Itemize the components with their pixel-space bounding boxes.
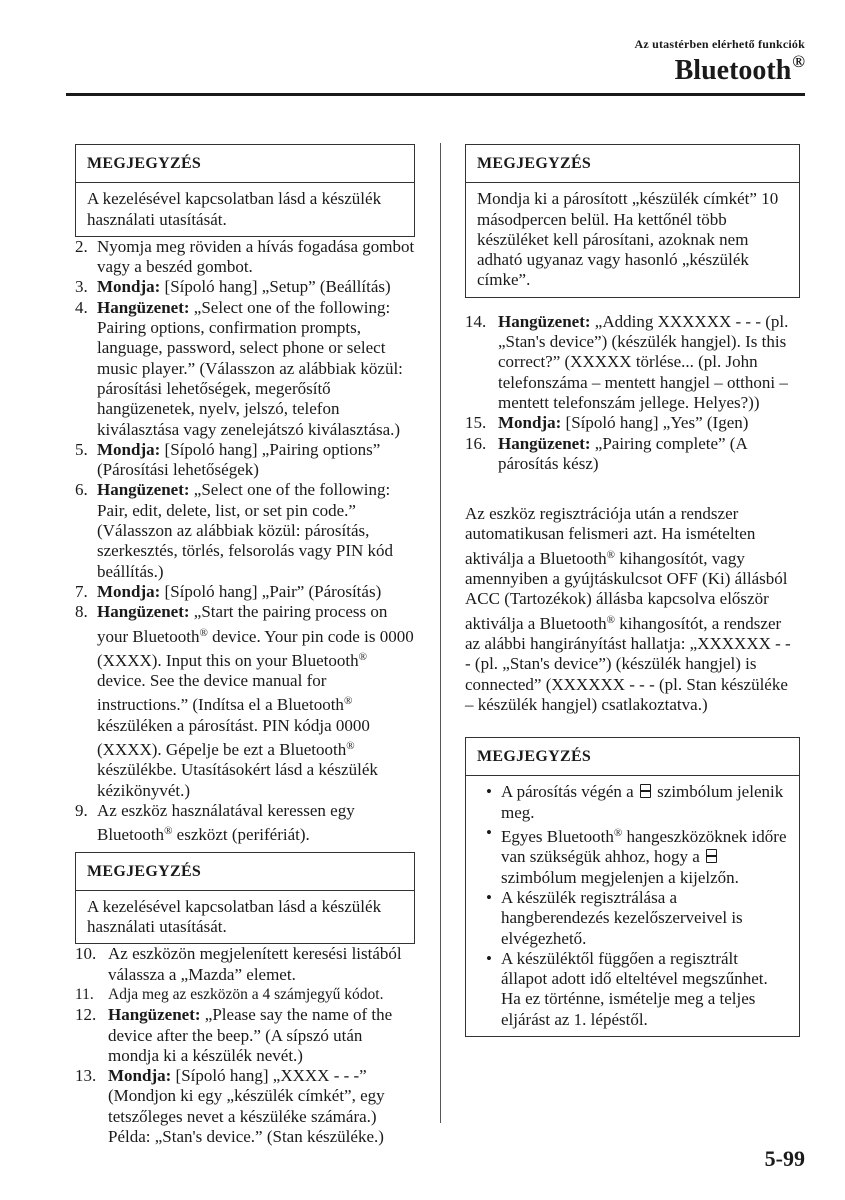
step-item [75,944,415,985]
bluetooth-status-icon [640,784,651,798]
steps-list [75,944,415,1147]
step-item [75,582,415,602]
step-item [75,801,415,846]
note-text: A kezelésével kapcsolatban lásd a készülék használati utasítását. [87,896,382,937]
note-heading: MEGJEGYZÉS [466,145,799,183]
step-item [465,312,800,413]
step-text: Az eszközön megjelenített keresési listából válassza a „Mazda” elemet. [108,944,402,984]
step-item [75,1005,415,1066]
step-text: Hangüzenet: „Pairing complete” (A párosítás kész) [498,433,747,473]
step-number: 3. [75,277,88,297]
header-rule [66,93,805,96]
step-text: Adja meg az eszközön a 4 számjegyű kódot. [108,985,384,1003]
step-text: Mondja: [Sípoló hang] „Pairing options” (Párosítási lehetőségek) [97,439,381,480]
step-text: Az eszköz használatával keressen egy Bluetooth® eszközt (perifériát). [97,800,355,845]
note-box [75,144,415,237]
step-item [465,413,800,433]
step-item [75,602,415,801]
step-number: 9. [75,800,88,820]
column-divider [440,143,441,1123]
step-number: 16. [465,433,487,453]
step-text: Hangüzenet: „Adding XXXXXX - - - (pl. „Stan's device”) (készülék hangjel). Is this correct?” (XXXXX törlése... (pl. John telefonszáma – mentett hangjel – otthoni – mentett telefonszám jellege. Helyes?)) [498,311,789,412]
step-item [75,985,415,1005]
step-text: Mondja: [Sípoló hang] „Pair” (Párosítás) [97,581,382,601]
step-item [75,1066,415,1147]
bullet-item: • Egyes Bluetooth® hangeszközöknek időre van szükségük ahhoz, hogy a szimbólum megjelenjen a kijelzőn. [477,823,788,888]
note-box [465,144,800,298]
page-title-text: Bluetooth [674,55,792,86]
step-text: Mondja: [Sípoló hang] „XXXX - - -” (Mondjon ki egy „készülék címkét”, egy tetszőleges nevet a készüléke számára.) Példa: „Stan's device.” (Stan készüléke.) [108,1066,385,1147]
step-item [75,298,415,440]
note-text: Mondja ki a párosított „készülék címkét” 10 másodpercen belül. Ha kettőnél több készüléket kell párosítani, azoknak nem adható ugyanaz vagy hasonló „készülék címke”. [477,189,779,290]
step-number: 14. [465,311,487,331]
step-number: 8. [75,602,88,622]
section-title: Az utastérben elérhető funkciók [634,37,805,51]
step-item [75,237,415,278]
left-column [75,144,415,1147]
step-text: Hangüzenet: „Select one of the following: Pair, edit, delete, list, or set pin code.” (Válasszon az alábbiak közül: párosítás, szerkesztés, törlés, felsorolás vagy PIN kód beállítás.) [97,480,394,581]
step-number: 11. [75,985,94,1003]
step-number: 6. [75,480,88,500]
step-text: Mondja: [Sípoló hang] „Setup” (Beállítás) [97,277,391,297]
step-item [75,440,415,481]
bullet-item: • A párosítás végén a szimbólum jelenik meg. [477,782,788,823]
page-number: 5-99 [764,1146,805,1171]
note-bullets [466,776,799,1036]
step-number: 5. [75,439,88,459]
step-text: Mondja: [Sípoló hang] „Yes” (Igen) [498,413,749,433]
step-number: 12. [75,1005,97,1025]
note-heading: MEGJEGYZÉS [76,145,414,183]
note-heading: MEGJEGYZÉS [76,853,414,891]
step-item [75,480,415,581]
note-heading: MEGJEGYZÉS [466,738,799,776]
registered-mark: ® [792,52,805,71]
note-text: A kezelésével kapcsolatban lásd a készülék használati utasítását. [87,189,382,229]
step-item [465,434,800,475]
step-number: 15. [465,413,487,433]
note-box [465,737,800,1037]
page-title [675,52,805,87]
step-text: Hangüzenet: „Please say the name of the device after the beep.” (A sípszó után mondja ki a készülék nevét.) [108,1005,393,1065]
bluetooth-status-icon [706,849,717,863]
step-number: 4. [75,297,88,317]
step-number: 10. [75,944,97,964]
step-text: Hangüzenet: „Select one of the following: Pairing options, confirmation prompts, language, password, select phone or select music player.” (Válasszon az alábbiak közül: párosítási lehetőségek, megerősítő hangüzenetek, nyelv, jelszó, telefon kiválasztása vagy zenelejátszó kiválasztása.) [97,297,403,439]
step-number: 7. [75,581,88,601]
note-box [75,852,415,945]
step-number: 2. [75,236,88,256]
step-text: Nyomja meg röviden a hívás fogadása gombot vagy a beszéd gombot. [97,236,415,277]
right-column [465,144,800,1037]
step-number: 13. [75,1066,97,1086]
body-paragraph: Az eszköz regisztrációja után a rendszer automatikusan felismeri azt. Ha ismételten aktiválja a Bluetooth® kihangosítót, vagy amennyiben a gyújtáskulcsot OFF (Ki) állásból ACC (Tartozékok) állásba kapcsolva először aktiválja a Bluetooth® kihangosítót, a rendszer az alábbi hangirányítást hallatja: „XXXXXX - - - (pl. „Stan's device”) (készülék hangjel) is connected” (XXXXXX - - - (pl. Stan készüléke – készülék hangjel) csatlakoztatva.) [465,504,791,714]
step-text: Hangüzenet: „Start the pairing process on your Bluetooth® device. Your pin code is 0000 (XXXX). Input this on your Bluetooth® device. See the device manual for instructions.” (Indítsa el a Bluetooth® készüléken a párosítást. PIN kódja 0000 (XXXX). Gépelje be ezt a Bluetooth® készülékbe. Utasításokért lásd a készülék kézikönyvét.) [97,602,414,800]
steps-list [75,237,415,846]
bullet-item: • A készülék regisztrálása a hangberendezés kezelőszerveivel is elvégezhető. [477,888,788,949]
step-item [75,277,415,297]
steps-list [465,312,800,474]
bullet-item: • A készüléktől függően a regisztrált állapot adott idő elteltével megszűnhet. Ha ez történne, ismételje meg a teljes eljárást az 1. lépéstől. [477,949,788,1030]
